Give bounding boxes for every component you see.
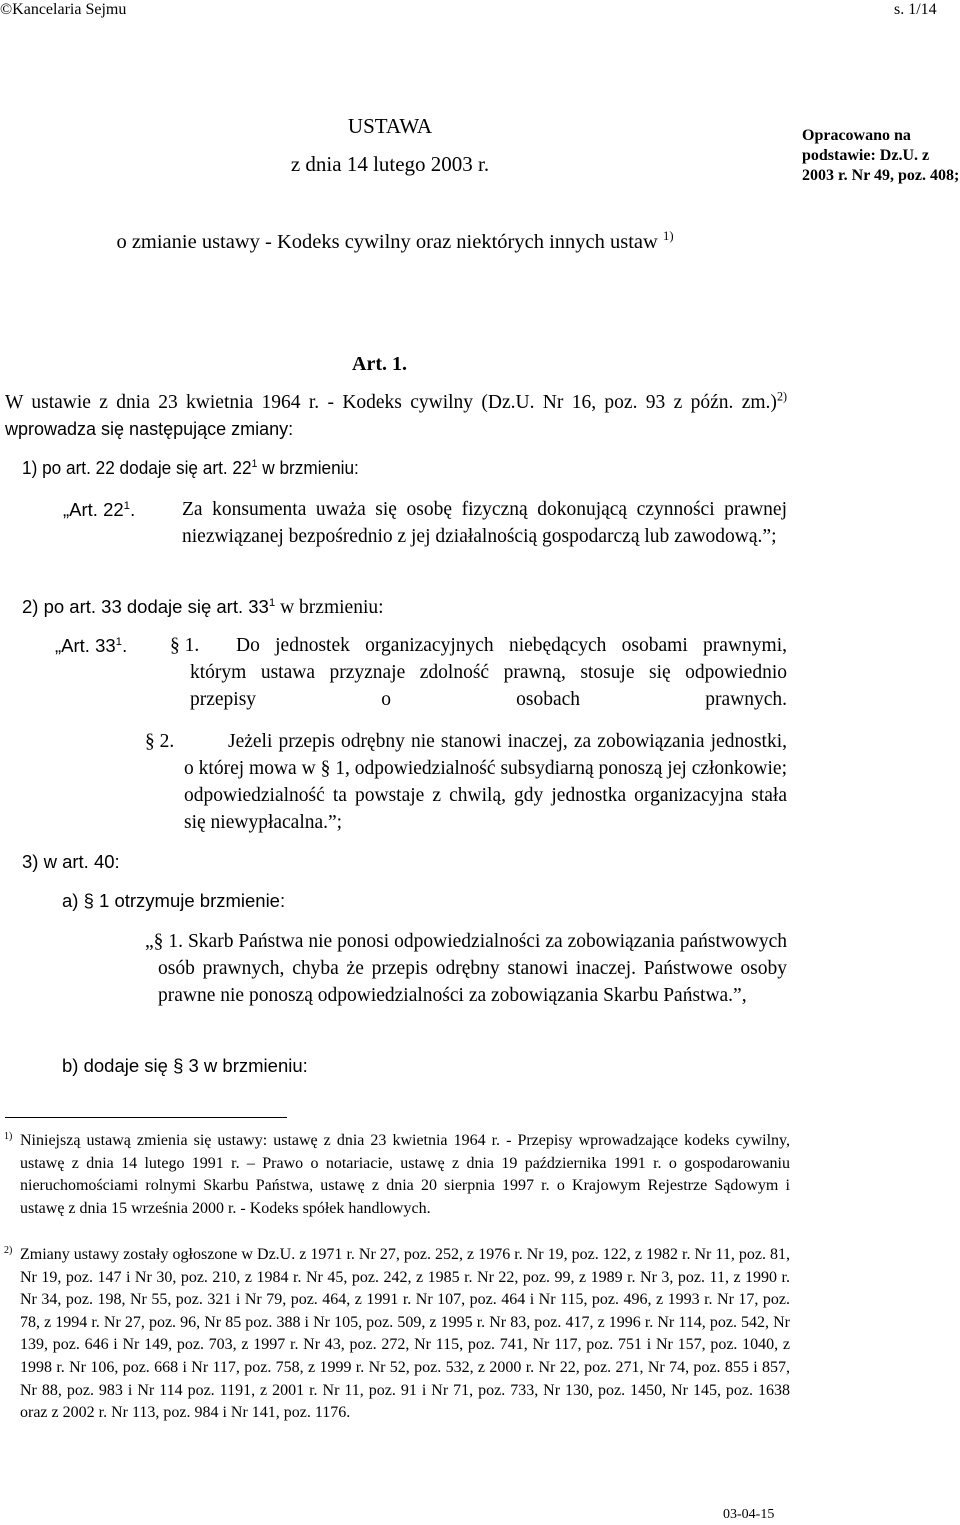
point-3: 3) w art. 40: [22,851,120,872]
article-intro: W ustawie z dnia 23 kwietnia 1964 r. - Kodeks cywilny (Dz.U. Nr 16, poz. 93 z późn. zm.)$^{2)}$ wprowadza się następujące zmiany: [5,389,787,439]
document-type: USTAWA [347,114,433,138]
footnote-text: Niniejszą ustawą zmienia się ustawy: ustawę z dnia 23 kwietnia 1964 r. - Przepisy wprowadzające kodeks cywilny, ustawę z dnia 14 lutego 1991 r. – Prawo o notariacie, ustawę z dnia 19 października 1991 r. o gospodarowaniu nieruchomościami rolnymi Skarbu Państwa, ustawę z dnia 20 sierpnia 1997 r. o Krajowym Rejestrze Sądowym i ustawę z dnia 15 września 2000 r. - Kodeks spółek handlowych. [20,1132,790,1217]
source-note: Opracowano na podstawie: Dz.U. z 2003 r. Nr 49, poz. 408; [802,127,960,184]
art33-section1-mark: § 1. [170,635,200,656]
footer-date: 03-04-15 [723,1507,775,1522]
art33-label: „Art. $33^1$. [55,635,128,656]
document-date: z dnia 14 lutego 2003 r. [290,152,490,176]
page-number: s. 1/14 [894,1,937,18]
art33-section2-mark: § 2. [145,731,175,752]
header-left: ©Kancelaria Sejmu [0,1,127,18]
footnote-mark: 1) [4,1131,13,1142]
point-1: 1) po art. 22 dodaje się art. $22^1$ w brzmieniu: [22,457,359,478]
point-3a: a) § 1 otrzymuje brzmienie: [62,890,286,911]
article-heading: Art. 1. [352,353,407,375]
point-2: 2) po art. 33 dodaje się art. $33^1$ w brzmieniu: [22,596,384,618]
art22-label: „Art. $22^1$. [63,499,136,520]
art22-text: Za konsumenta uważa się osobę fizyczną dokonującą czynności prawnej niezwiązanej bezpośrednio z jej działalnością gospodarczą lub zawodową.”; [182,499,787,547]
footnote-mark: 2) [4,1245,13,1256]
footnote-ref-1: 1) [662,229,674,244]
footnote-ref-2: 2) [776,389,787,404]
footnote-2 [0,1244,790,1425]
art40-section1-text: „§ 1. Skarb Państwa nie ponosi odpowiedzialności za zobowiązania państwowych osób prawnych, chyba że przepis odrębny stanowi inaczej. Państwowe osoby prawne nie ponoszą odpowiedzialności za zobowiązania Skarbu Państwa.”, [145,931,787,1006]
point-3b: b) dodaje się § 3 w brzmieniu: [62,1055,308,1076]
art33-section2-text: Jeżeli przepis odrębny nie stanowi inaczej, za zobowiązania jednostki, o której mowa w § 1, odpowiedzialność subsydiarną ponoszą jej członkowie; odpowiedzialność ta powstaje z chwilą, gdy jednostka organizacyjna stała się niewypłacalna.”; [184,731,787,833]
footnote-separator [5,1117,287,1118]
art33-section1-text: Do jednostek organizacyjnych niebędących osobami prawnymi, którym ustawa przyznaje zdolność prawną, stosuje się odpowiednio przepisy o osobach prawnych. [190,635,787,710]
document-title: o zmianie ustawy - Kodeks cywilny oraz niektórych innych ustaw $^{1)}$ [116,229,674,253]
footnote-1 [0,1130,790,1220]
footnote-text: Zmiany ustawy zostały ogłoszone w Dz.U. z 1971 r. Nr 27, poz. 252, z 1976 r. Nr 19, poz. 122, z 1982 r. Nr 11, poz. 81, Nr 19, poz. 147 i Nr 30, poz. 210, z 1984 r. Nr 45, poz. 242, z 1985 r. Nr 22, poz. 99, z 1989 r. Nr 3, poz. 11, z 1990 r. Nr 34, poz. 198, Nr 55, poz. 321 i Nr 79, poz. 464, z 1991 r. Nr 107, poz. 464 i Nr 115, poz. 496, z 1993 r. Nr 17, poz. 78, z 1994 r. Nr 27, poz. 96, Nr 85 poz. 388 i Nr 105, poz. 509, z 1995 r. Nr 83, poz. 417, z 1996 r. Nr 114, poz. 542, Nr 139, poz. 646 i Nr 149, poz. 703, z 1997 r. Nr 43, poz. 272, Nr 115, poz. 741, Nr 117, poz. 751 i Nr 157, poz. 1040, z 1998 r. Nr 106, poz. 668 i Nr 117, poz. 758, z 1999 r. Nr 52, poz. 532, z 2000 r. Nr 22, poz. 271, Nr 74, poz. 855 i 857, Nr 88, poz. 983 i Nr 114 poz. 1191, z 2001 r. Nr 11, poz. 91 i Nr 71, poz. 733, Nr 130, poz. 1450, Nr 145, poz. 1638 oraz z 2002 r. Nr 113, poz. 984 i Nr 141, poz. 1176. [20,1246,790,1422]
